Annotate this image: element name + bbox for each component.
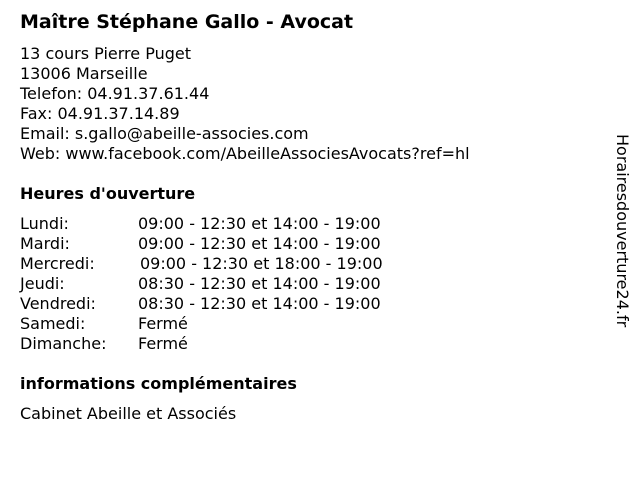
- website-url: Web: www.facebook.com/AbeilleAssociesAvocats?ref=hl: [20, 144, 470, 163]
- day-label: Samedi:: [20, 314, 86, 333]
- day-label: Mardi:: [20, 234, 70, 253]
- hours-value: 09:00 - 12:30 et 14:00 - 19:00: [138, 214, 381, 233]
- day-label: Dimanche:: [20, 334, 107, 353]
- email-address: Email: s.gallo@abeille-associes.com: [20, 124, 309, 143]
- hours-value: 08:30 - 12:30 et 14:00 - 19:00: [138, 294, 381, 313]
- hours-value: 08:30 - 12:30 et 14:00 - 19:00: [138, 274, 381, 293]
- hours-value: 09:00 - 12:30 et 18:00 - 19:00: [140, 254, 383, 273]
- day-label: Mercredi:: [20, 254, 95, 273]
- day-label: Jeudi:: [20, 274, 65, 293]
- day-label: Lundi:: [20, 214, 69, 233]
- additional-info-heading: informations complémentaires: [20, 374, 297, 393]
- additional-info-text: Cabinet Abeille et Associés: [20, 404, 237, 423]
- fax-number: Fax: 04.91.37.14.89: [20, 104, 180, 123]
- address-street: 13 cours Pierre Puget: [20, 44, 191, 63]
- site-watermark: Horairesdouverture24.fr: [613, 134, 632, 328]
- hours-value: Fermé: [138, 334, 188, 353]
- phone-number: Telefon: 04.91.37.61.44: [20, 84, 210, 103]
- hours-value: 09:00 - 12:30 et 14:00 - 19:00: [138, 234, 381, 253]
- hours-value: Fermé: [138, 314, 188, 333]
- opening-hours-heading: Heures d'ouverture: [20, 184, 196, 203]
- page-title: Maître Stéphane Gallo - Avocat: [20, 11, 354, 33]
- address-city: 13006 Marseille: [20, 64, 148, 83]
- contact-info: [20, 44, 470, 164]
- day-label: Vendredi:: [20, 294, 96, 313]
